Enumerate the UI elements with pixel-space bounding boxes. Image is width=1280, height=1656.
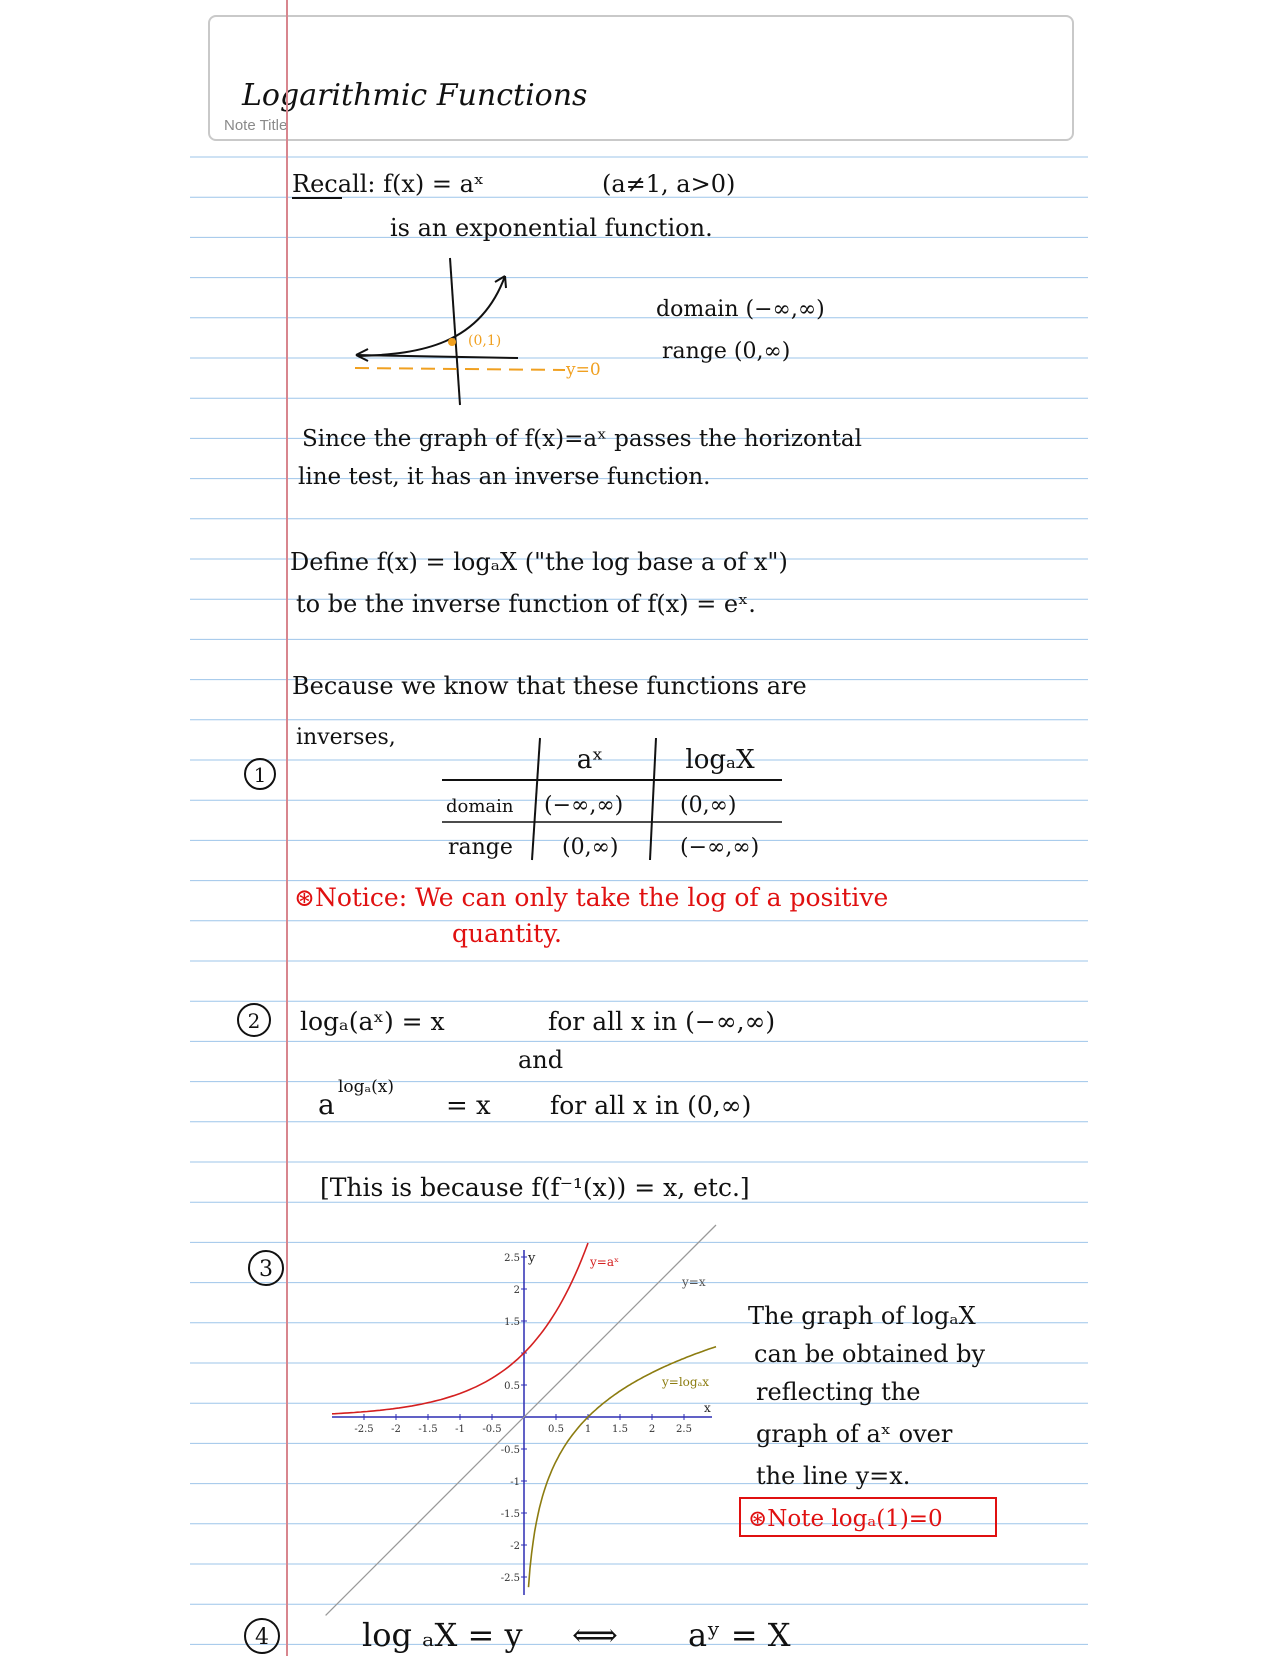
x-tick-label: -2 (391, 1424, 401, 1435)
circle-3-num: 3 (259, 1257, 273, 1282)
table-row1-c1: (−∞,∞) (544, 793, 624, 818)
exponential-curve (332, 1243, 588, 1414)
define-line2: to be the inverse function of f(x) = eˣ. (296, 590, 756, 618)
item2-eq1-tail: for all x in (−∞,∞) (548, 1007, 776, 1036)
asymptote-label: y=0 (566, 360, 601, 380)
x-tick-label: -2.5 (354, 1424, 374, 1435)
y-tick-label: -1 (510, 1477, 520, 1488)
x-tick-label: 1.5 (612, 1424, 628, 1435)
item2-eq2-tail: for all x in (0,∞) (550, 1091, 752, 1120)
x-tick-label: -1.5 (418, 1424, 438, 1435)
graph-log-label: y=logₐx (662, 1375, 709, 1389)
circle-4-num: 4 (255, 1625, 269, 1650)
recall-line1: Recall: f(x) = aˣ (292, 170, 485, 198)
table-row2-label: range (448, 835, 513, 860)
table-col1: aˣ (576, 745, 604, 775)
inverse-line2: line test, it has an inverse function. (298, 464, 711, 490)
table-row1-c2: (0,∞) (680, 793, 737, 818)
item3-line4: graph of aˣ over (756, 1420, 953, 1448)
inverse-line1: Since the graph of f(x)=aˣ passes the horizontal (302, 426, 862, 452)
table-row2-c2: (−∞,∞) (680, 835, 760, 860)
because-line1: Because we know that these functions are (292, 672, 807, 700)
circle-2-num: 2 (247, 1009, 261, 1033)
page-title: Logarithmic Functions (242, 78, 588, 113)
circle-2 (238, 1004, 270, 1036)
table-row2-c1: (0,∞) (562, 835, 619, 860)
item3-line3: reflecting the (756, 1378, 921, 1406)
circle-3 (249, 1251, 283, 1285)
table-col2: logₐX (685, 745, 755, 775)
y-tick-label: -1.5 (500, 1509, 520, 1520)
domain-label: domain (−∞,∞) (656, 297, 825, 322)
item4-eq-left: log ₐX = y (362, 1616, 523, 1654)
item3-note: ⊛Note logₐ(1)=0 (748, 1506, 943, 1532)
item3-line2: can be obtained by (754, 1340, 986, 1368)
recall-line2: is an exponential function. (390, 214, 713, 242)
y-tick-label: -2 (510, 1541, 520, 1552)
item2-and: and (518, 1046, 564, 1074)
y-tick-label: 0.5 (504, 1381, 520, 1392)
item4-arrow: ⟺ (572, 1616, 618, 1654)
x-tick-label: 2.5 (676, 1424, 692, 1435)
y-tick-label: 2 (513, 1285, 520, 1296)
note-title-label: Note Title (224, 117, 288, 134)
item2-reason: [This is because f(f⁻¹(x)) = x, etc.] (320, 1173, 750, 1202)
because-line2: inverses, (296, 725, 396, 750)
point-label: (0,1) (468, 333, 502, 349)
x-tick-label: -0.5 (482, 1424, 502, 1435)
graph-x-label: x (704, 1401, 711, 1415)
graph-y-label: y (528, 1251, 536, 1266)
y-tick-label: 1.5 (504, 1317, 520, 1328)
x-tick-label: 2 (648, 1424, 656, 1435)
graph-exp-label: y=aˣ (590, 1255, 620, 1269)
range-label: range (0,∞) (662, 339, 791, 364)
y-tick-label: 2.5 (504, 1253, 520, 1264)
item2-eq2-exp: logₐ(x) (338, 1077, 394, 1097)
y-tick-label: -2.5 (500, 1573, 520, 1584)
item4-eq-right: aʸ = X (688, 1616, 791, 1654)
x-tick-label: 0.5 (548, 1424, 564, 1435)
notice-line2: quantity. (452, 919, 562, 948)
item3-line5: the line y=x. (756, 1462, 911, 1490)
graph-id-label: y=x (682, 1275, 706, 1289)
x-tick-label: 1 (584, 1424, 592, 1435)
item2-eq2-mid: = x (446, 1091, 491, 1121)
circle-4 (245, 1619, 279, 1653)
y-tick-label: -0.5 (500, 1445, 520, 1456)
define-line1: Define f(x) = logₐX ("the log base a of x") (290, 548, 788, 576)
item3-line1: The graph of logₐX (748, 1302, 976, 1330)
circle-1-num: 1 (253, 763, 267, 787)
item2-eq1: logₐ(aˣ) = x (300, 1007, 445, 1036)
recall-condition: (a≠1, a>0) (602, 170, 736, 198)
circle-1 (245, 759, 275, 789)
function-graph (326, 1225, 716, 1615)
item2-eq2-base: a (318, 1088, 335, 1121)
x-tick-label: -1 (455, 1424, 465, 1435)
exp-sketch (355, 258, 565, 405)
notice-line1: ⊛Notice: We can only take the log of a positive (294, 883, 889, 912)
table-row1-label: domain (446, 796, 514, 817)
identity-line (326, 1225, 716, 1615)
